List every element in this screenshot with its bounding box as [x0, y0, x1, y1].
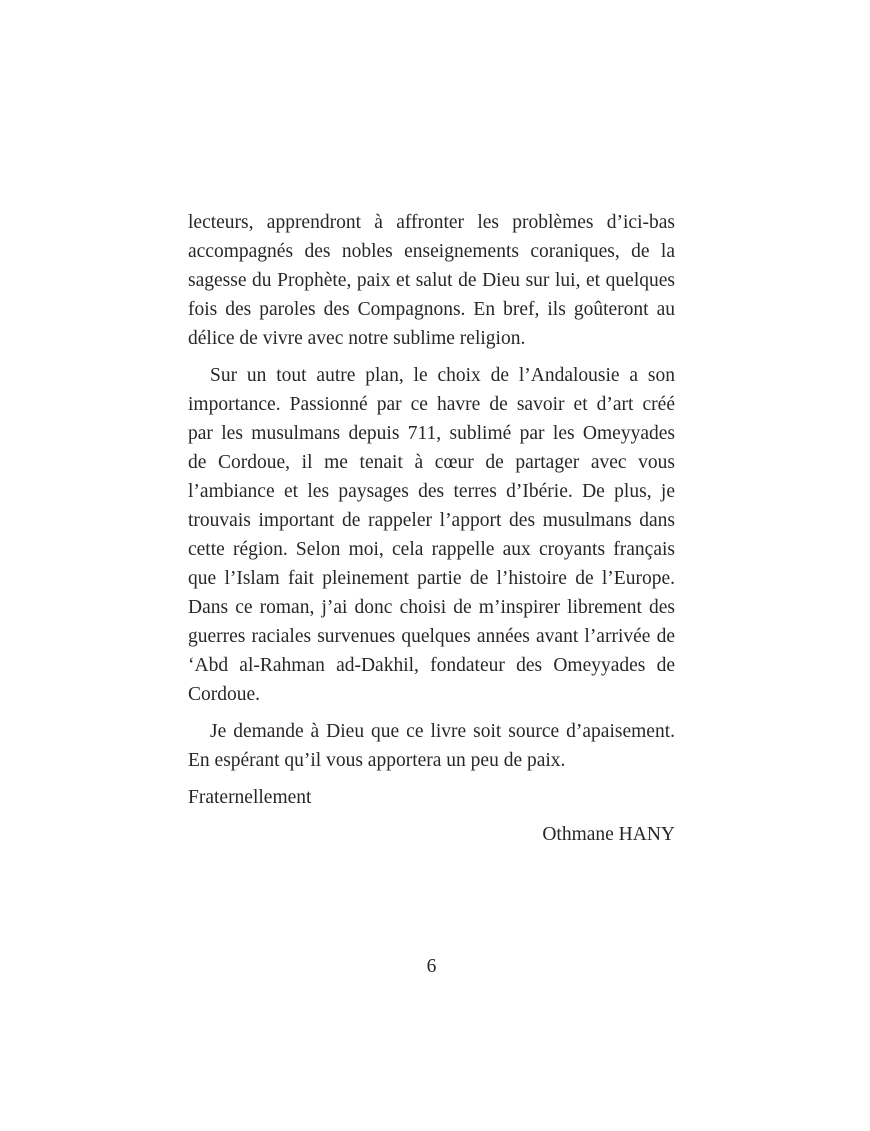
page-text — [188, 208, 675, 849]
closing-line: Fraternellement — [188, 787, 312, 808]
page-number: 6 — [426, 956, 437, 977]
text-line: Cordoue. — [188, 684, 261, 705]
paragraph — [188, 717, 675, 775]
paragraph — [188, 361, 675, 709]
text-line: ‘Abd al-Rahman ad-Dakhil, fondateur des Omeyyades de — [188, 655, 675, 676]
text-line: lecteurs, apprendront à affronter les problèmes d’ici-bas — [188, 212, 675, 233]
text-line: guerres raciales survenues quelques années avant l’arrivée de — [188, 626, 675, 647]
author-signature: Othmane HANY — [542, 824, 675, 845]
text-line: par les musulmans depuis 711, sublimé par les Omeyyades — [188, 423, 675, 444]
text-line: sagesse du Prophète, paix et salut de Dieu sur lui, et quelques — [188, 270, 675, 291]
text-line: l’ambiance et les paysages des terres d’Ibérie. De plus, je — [188, 481, 675, 502]
text-line: délice de vivre avec notre sublime religion. — [188, 328, 526, 349]
text-line: Sur un tout autre plan, le choix de l’Andalousie a son — [210, 365, 675, 386]
text-line: accompagnés des nobles enseignements coraniques, de la — [188, 241, 675, 262]
text-line: cette région. Selon moi, cela rappelle aux croyants français — [188, 539, 675, 560]
paragraph — [188, 208, 675, 353]
text-line: trouvais important de rappeler l’apport des musulmans dans — [188, 510, 675, 531]
text-line: fois des paroles des Compagnons. En bref, ils goûteront au — [188, 299, 675, 320]
text-line: importance. Passionné par ce havre de savoir et d’art créé — [188, 394, 675, 415]
text-line: En espérant qu’il vous apportera un peu de paix. — [188, 750, 566, 771]
text-line: Je demande à Dieu que ce livre soit source d’apaisement. — [210, 721, 675, 742]
text-line: que l’Islam fait pleinement partie de l’histoire de l’Europe. — [188, 568, 675, 589]
text-line: de Cordoue, il me tenait à cœur de partager avec vous — [188, 452, 675, 473]
text-line: Dans ce roman, j’ai donc choisi de m’inspirer librement des — [188, 597, 675, 618]
